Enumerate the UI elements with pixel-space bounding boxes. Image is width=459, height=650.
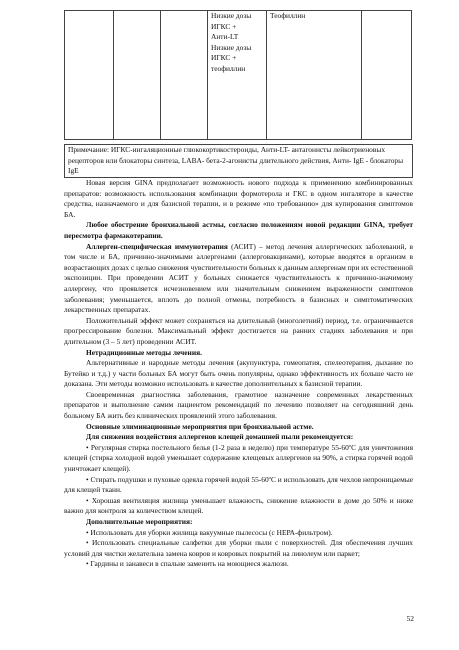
paragraph: Новая версия GINA предполагает возможность нового подхода к применению комбинированных препаратов: возможность использования комбинации формотерола и ГКС в одном ингаляторе в качестве средства, назначаемого и для базисной терапии, и в режиме «по требованию» для купирования симптомов БА. [64, 178, 413, 219]
section-heading: Дополнительные мероприятия: [86, 517, 193, 526]
cell-line: теофиллин [211, 63, 246, 73]
cell-line: ИГКС + [211, 53, 237, 63]
table-row [65, 11, 412, 140]
cell-line: Низкие дозы [211, 42, 252, 52]
table-cell-empty [114, 11, 161, 140]
list-item: • Гардины и занавеси в спальне заменить на моющиеся жалюзи. [86, 559, 289, 569]
therapy-table [64, 10, 412, 140]
term-bold: Аллерген-специфическая иммунотерапия [86, 241, 228, 251]
paragraph: Альтернативные и народные методы лечения (акупунктура, гомеопатия, спелеотерапия, дыхание по Бутейко и т.д.) у части больных БА могут быть очень популярны, однако эффективность их больше часто не доказана. Эти методы возможно использовать в качестве дополнительных к базисной терапии. [64, 358, 413, 389]
table-cell-dose [208, 11, 267, 140]
table-cell-empty [65, 11, 114, 140]
cell-line: Низкие дозы [211, 11, 252, 20]
paragraph-bold: Любое обострение бронхиальной астмы, согласно положениям новой редакции GINA, требует пересмотра фармакотерапии. [64, 220, 413, 240]
list-item: • Регулярная стирка постельного белья (1-2 раза в неделю) при температуре 55-60ºС для уничтожения клещей (стирка холодной водой уменьшает содержание клещевых аллергенов на 90%, а стирка горячей водой уничтожает клещей). [64, 442, 413, 474]
cell-line: Теофиллин [270, 11, 306, 20]
list-item: • Использовать специальные салфетки для уборки пыли с поверхностей. Для обеспечения лучших условий для чистки желательна замена ковров и ковровых покрытий на линолеум или паркет; [64, 538, 413, 558]
list-item: • Стирать подушки и пуховые одеяла горячей водой 55-60ºС и использовать для чехлов непроницаемые для клещей ткани. [64, 474, 413, 495]
list-item: • Хорошая вентиляция жилища уменьшает влажность, снижение влажности в доме до 50% и ниже важно для контроля за количеством клещей. [64, 495, 413, 516]
paragraph: Положительный эффект может сохраняться на длительный (многолетний) период, т.е. ограничивается прогрессирование болезни. Максимальный эффект достигается на ранних стадиях заболевания и при длительном (3 – 5 лет) проведении АСИТ. [64, 315, 413, 346]
section-heading: Основные элиминационные мероприятия при бронхиальной астме. [86, 421, 314, 431]
main-text [64, 178, 413, 570]
cell-line: ИГКС + [211, 21, 237, 31]
list-item: • Использовать для уборки жилища вакуумные пылесосы (с НЕРА-фильтром). [86, 527, 333, 537]
paragraph-text: (АСИТ) – метод лечения аллергических заболеваний, в том числе и БА, причинно-значимыми аллергенами (аллерговакцинами), которые вводятся в организм в возрастающих дозах с целью снижения чувствительности больных к данным аллергенам при их естественной экспозиции. При проведении АСИТ у больных снижается чувствительность к причинно-значимому аллергену, что проявляется исчезновением или значительным снижением выраженности симптомов заболевания; уменьшается, вплоть до полной отмены, потребность в базисных и симптоматических лекарственных препаратах. [64, 241, 414, 315]
table-cell-empty [161, 11, 208, 140]
table-cell-drug [267, 11, 362, 140]
section-heading: Для снижения воздействия аллергенов клещей домашней пыли рекомендуется: [86, 432, 354, 442]
table-note: Примечание: ИГКС-ингаляционные глюкокортикостероиды, Анти-LT- антагонисты лейкотриеновых рецепторов или блокаторы синтеза, LABA- бета-2-агонисты длительного действия, Анти- IgE - блокаторы IgE [64, 144, 413, 178]
cell-line: Анти-LT [211, 32, 239, 42]
section-heading: Нетрадиционные методы лечения. [86, 347, 202, 357]
paragraph [64, 242, 413, 316]
table-cell-empty [362, 11, 412, 140]
paragraph: Своевременная диагностика заболевания, грамотное назначение современных лекарственных препаратов и выполнение самим пациентом рекомендаций по лечению позволяет на сегодняшний день больному БА жить без клинических проявлений этого заболевания. [64, 389, 413, 421]
page-number: 52 [406, 614, 414, 623]
